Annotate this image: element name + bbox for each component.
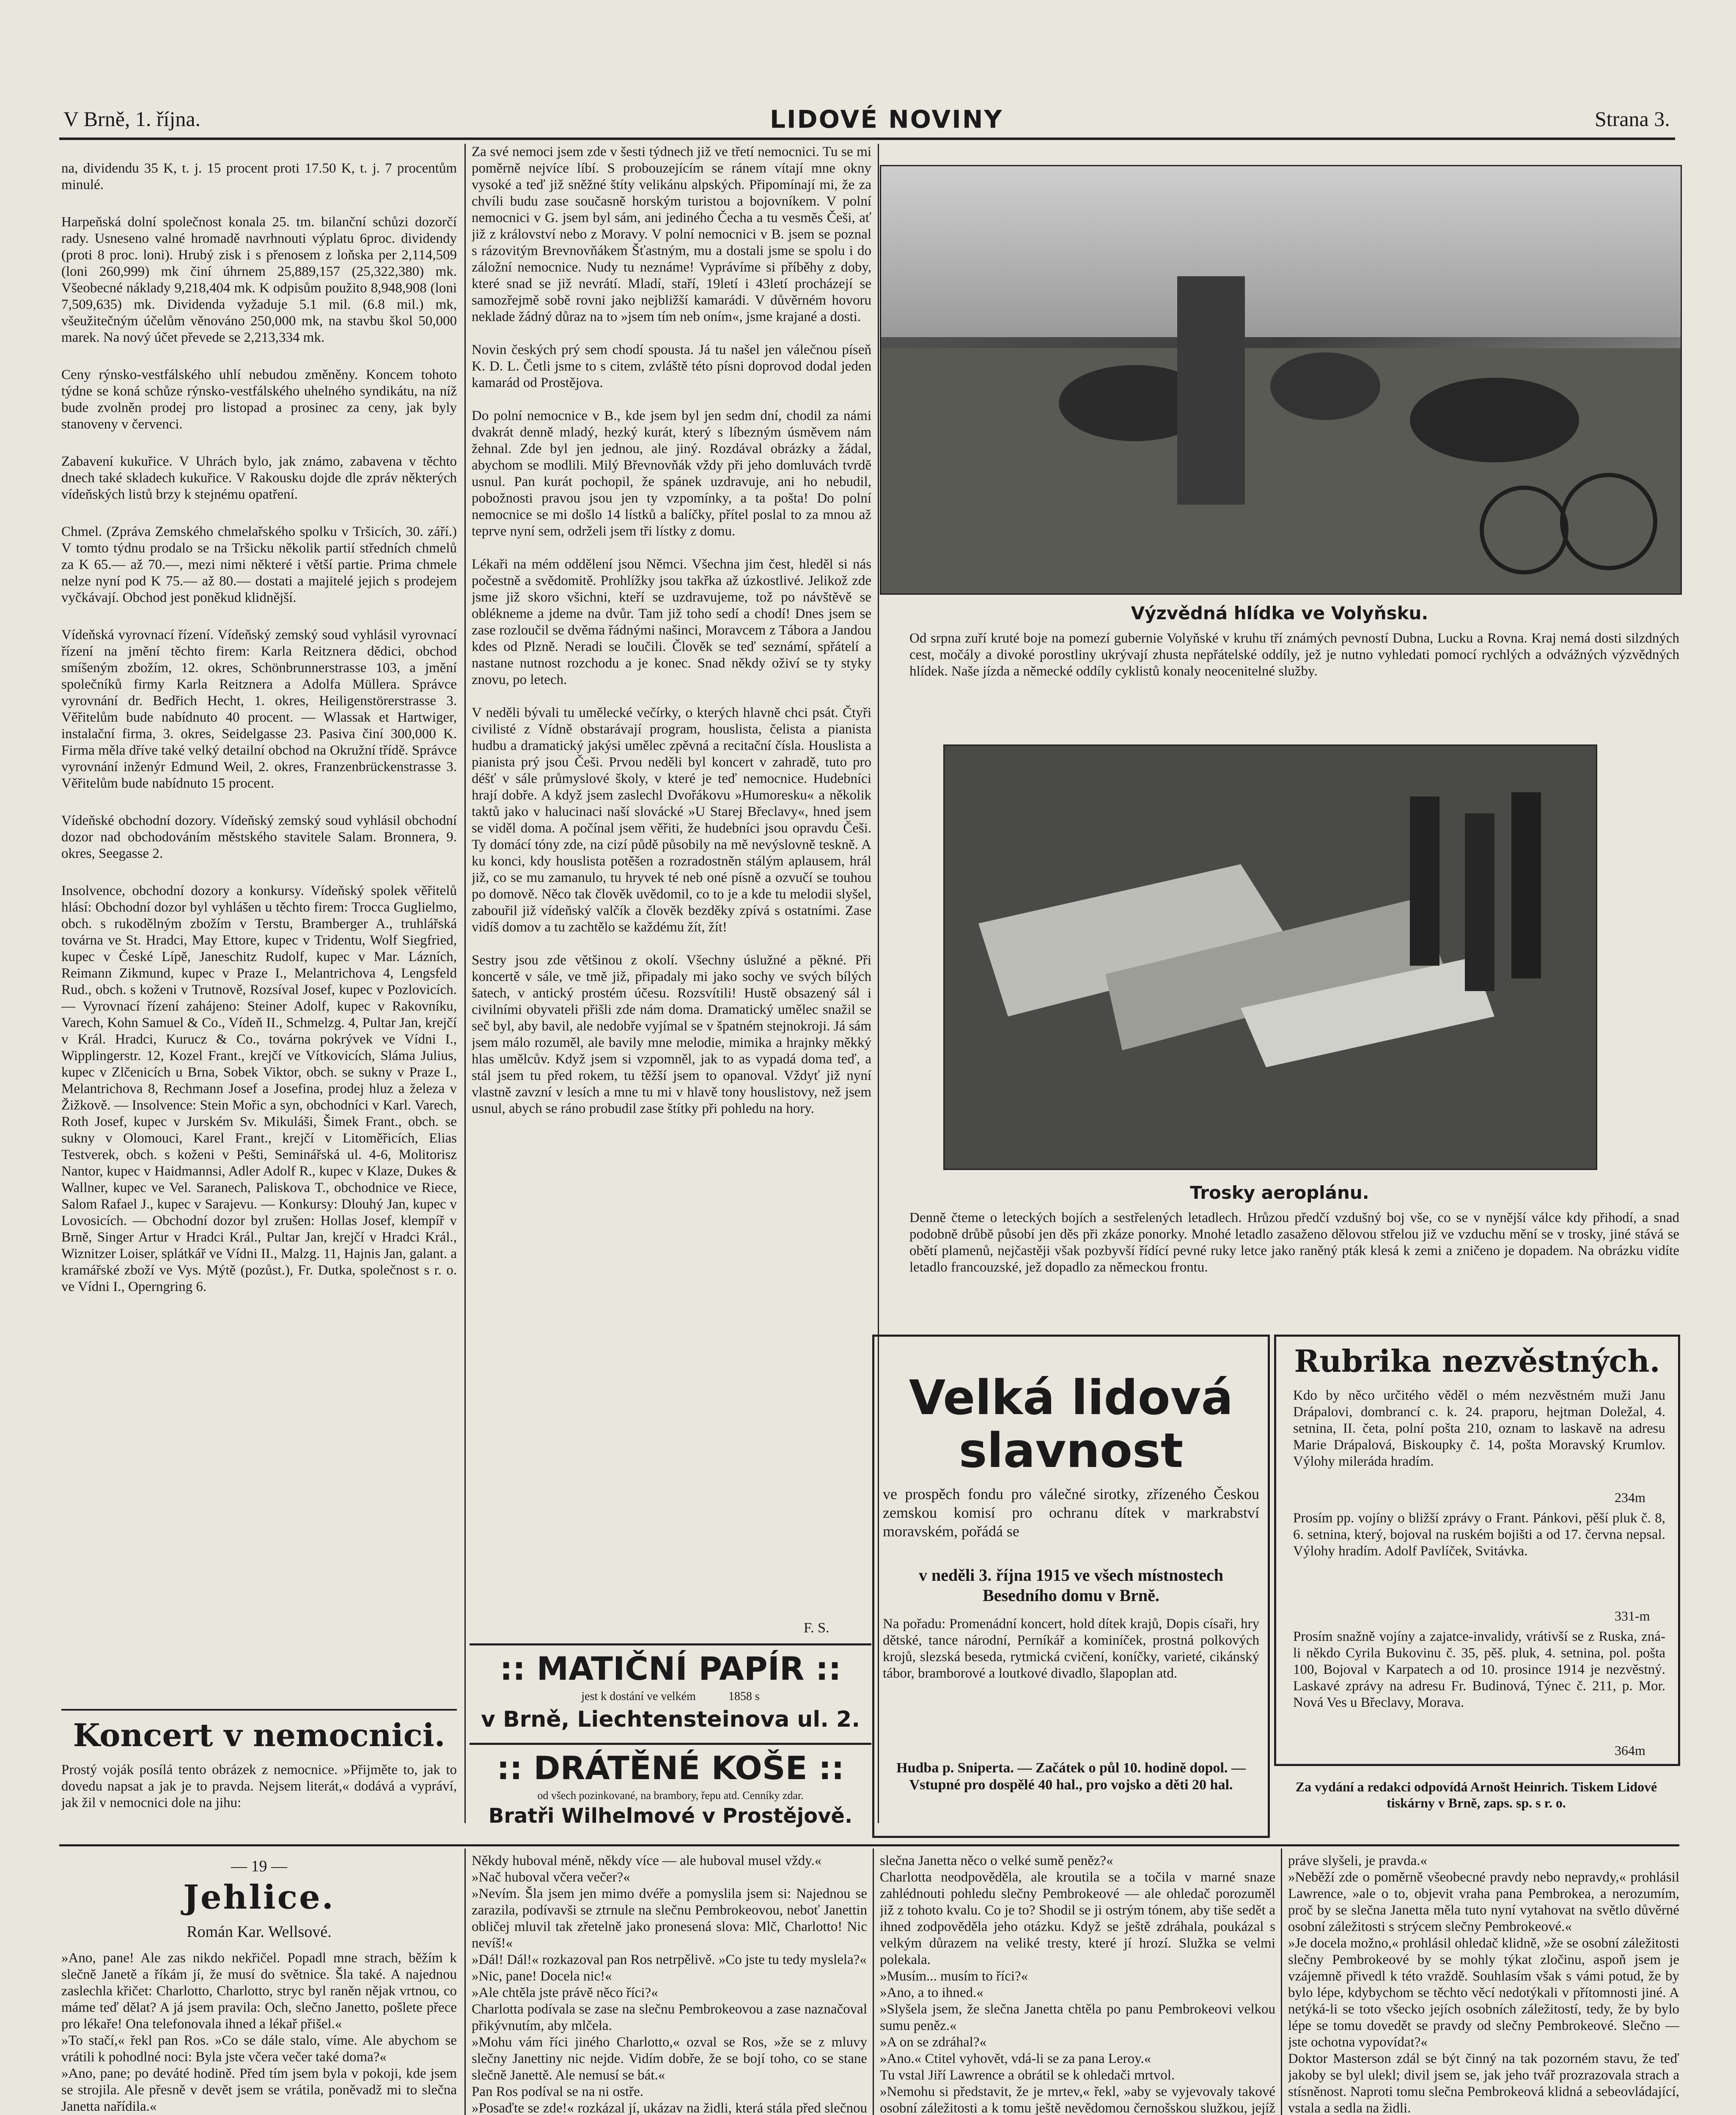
serial-column-1: »Ano, pane! Ale zas nikdo nekřičel. Popadl mne strach, běžím k slečně Janetě a říkám jí, že musí do světnice. Šla také. A najednou zaslechla křičet: Charlotto, Charlotto, stryc byl raněn nějak vrtnou, co máme teď dělat? A já jsem pravila: Och, slečno Janetto, pošlete přece pro lékaře! Ona telefonovala ihned a lékař přišel.« »To stačí,« řekl pan Ros. »Co se dále stalo, víme. Ale abychom se vrátili k pohodlné noci: Byla jste včera večer také doma?« »Ano, pane; po deváté hodině. Před tím jsem byla v pokoji, kde jsem se strojila. Ale přesně v devět jsem se vrátila, poněvadž mi to slečna Janetta nařídila.« <box>61 1950 457 2114</box>
column-rule <box>464 1849 466 2115</box>
maticni-papir-ad-address: v Brně, Liechtensteinova ul. 2. <box>481 1707 860 1732</box>
dratene-kose-ad-title: :: DRÁTĚNÉ KOŠE :: <box>497 1749 844 1787</box>
photo2-title: Trosky aeroplánu. <box>1190 1182 1369 1203</box>
slavnost-title-1: Velká lidová <box>909 1371 1233 1426</box>
vyrovnani-item: Vídeňská vyrovnací řízení. Vídeňský zemský soud vyhlásil vyrovnací řízení na jmění těchto firem: Karla Reitznera dědici, obchod smíšeným zbožím, 12. okres, Schönbrunnerstrasse 103, a jmění společníků firmy Karla Reitznera a Adolfa Müllera. Správce vyrovnání dr. Bedřich Hecht, 1. okres, Heiligenstörerstrasse 3. Věřitelům bude nabídnuto 40 procent. — Wlassak et Hartwiger, instalační firma, 3. okres, Seidelgasse 23. Pasiva činí 300,000 K. Firma měla dříve také velký detailní obchod na Okružní třídě. Správce vyrovnání inženýr Edmund Weil, 2. okres, Franzenbrückenstrasse 3. Věřitelům bude nabídnuto 15 procent. <box>61 627 457 791</box>
maticni-papir-ad-sub: jest k dostání ve velkém 1858 s <box>581 1690 760 1703</box>
slavnost-ad <box>872 1335 1270 1838</box>
harpenska-item: Harpeňská dolní společnost konala 25. tm. bilanční schůzi dozorčí rady. Usneseno valné hromadě navrhnouti výplatu 6proc. dividendy (proti 8 proc. loni). Hrubý zisk i s přenosem z loňska per 2,114,509 (loni 260,999) mk činí úhrnem 25,889,157 (25,322,380) mk. Všeobecné náklady 9,218,404 mk. K odpisům použito 8,948,908 (loni 7,509,635) mk. Dividenda vyžaduje 5.1 mil. (6.8 mil.) mk, všeužitečným účelům věnováno 250,000 mk, na stavbu škol 50,000 marek. Na nový účet převede se 2,213,334 mk. <box>61 214 457 345</box>
divider <box>470 1743 871 1745</box>
serial-column-2: Někdy huboval méně, někdy více — ale huboval musel vždy.« »Nač huboval včera večer?« »Nevím. Šla jsem jen mimo dvéře a pomyslila jsem si: Najednou se zarazila, podívavši se ztrnule na slečnu Pembrokeovou, neboť Janettin obličej mluvil tak zřetelně jako pronesená slova: Mlč, Charlotto! Nic nevíš!« »Dál! Dál!« rozkazoval pan Ros netrpělivě. »Co jste tu tedy myslela?« »Nic, pane! Docela nic!« »Ale chtěla jste právě něco říci?« Charlotta podívala se zase na slečnu Pembrokeovou a zase naznačoval přikývnutím, aby mlčela. »Mohu vám říci jiného Charlotto,« ozval se Ros, »že se z mluvy slečny Janettiny nic nejde. Vidím dobře, že se bojí toho, co se stane slečně Janettě. Ale nemusí se bát.« Pan Ros podíval se na ni ostře. »Posaďte se zde!« rozkázal jí, ukázav na židli, která stála před slečnou <box>472 1853 867 2115</box>
serial-title: Jehlice. <box>183 1878 335 1917</box>
koncert-intro: Prostý voják posílá tento obrázek z nemocnice. »Přijměte to, jak to dovedu napsat a jak je to pravda. Nejsem literát,« dodává a vypráví, jak žil v nemocnici dole na jihu: <box>61 1762 457 1810</box>
rubrika-item-3: Prosím snažně vojíny a zajatce-invalidy, vrátivší se z Ruska, zná-li někdo Cyrila Bukovinu č. 35, pěš. pluk, 4. setnina, pol. pošta 100, Bojoval v Karpatech a od 10. prosince 1914 je nezvěstný. Laskavé zprávy na adresu Fr. Budinová, Týnec č. 211, p. Mor. Nová Ves u Břeclavy, Morava. <box>1293 1629 1665 1710</box>
wreck-illustration <box>945 746 1596 1169</box>
divider <box>61 1709 457 1711</box>
reconnaissance-photo <box>880 165 1682 595</box>
photo1-caption: Od srpna zuří kruté boje na pomezí gubernie Volyňské v kruhu tří známých pevností Dubna, Lucku a Rovna. Kraj nemá dosti silzdných cest, močály a divoké porostliny ukrývají zhusta nepřátelské oddíly, jež je nutno vyhledati pomocí rychlých a odvážných výzvědných hlídek. Naše jízda a německé oddíly cyklistů konaly neocenitelné služby. <box>909 631 1679 679</box>
koncert-body: Za své nemoci jsem zde v šesti týdnech již ve třetí nemocnici. Tu se mi poměrně nejvíce líbí. S probouzejícím se ránem vítají mne okny vysoké a teď již sněžné štíty velikánu alpských. Připomínají mi, že za chvíli budu zase současně horským turistou a bojovníkem. V polní nemocnici v G. jsem byl sám, ani jediného Čecha a tu vesměs Češi, ať již z království nebo z Moravy. V polní nemocnici v B. jsem se poznal s rázovitým Brevnovňákem Šťastným, mu a dostali jsme se spolu i do záložní nemocnice. Nudy tu neznáme! Vyprávíme si příběhy z doby, které snad se již nevrátí. Mladí, staří, 19letí i 43letí procházejí se samozřejmě sobě rovni jako nejbližší kamarádi. V důvěrném hovoru neklade žádný důraz na to »jsem tím neb oním«, jsme krajané a dosti. Novin českých prý sem chodí spousta. Já tu našel jen válečnou píseň K. D. L. Četli jsme to s citem, zvláště této písni doprovod dodal jeden kamarád od Prostějova. Do polní nemocnice v B., kde jsem byl jen sedm dní, chodil za námi dvakrát denně mladý, hezký kurát, který s líbezným úsměvem nám žehnal. Zde byl jen jednou, ale jiný. Rozdával obrázky a žádal, abychom se modlili. Milý Břevnovňák vždy při jeho domluvách tvrdě usnul. Pan kurát pochopil, že spánek uzdravuje, ani ho nebudil, pobožnosti pravou jsou jen ty vzpomínky, a ta pošta! Do polní nemocnice se mi došlo 14 lístků a balíčky, přítel poslal to za mnou až teprve nyní sem, održeli jsem tři lístky z domu. Lékaři na mém oddělení jsou Němci. Všechna jim čest, hleděl si nás počestně a svědomitě. Prohlížky jsou takřka až úzkostlivé. Jelikož zde jsme již skoro všichni, kteří se uzdravujeme, tož po návštěvě se oblékneme a jdeme na dvůr. Tam již toho sedí a chodí! Dnes jsem se zase rozloučil se dvěma řádnými našinci, Moravcem z Tábora a Jandou kdes od Plzně. Neradi se loučili. Člověk se teď seznámí, spřátelí a nastane nutnost rozchodu a je konec. Snad někdy oživí se ty styky znovu, po letech. V neděli bývali tu umělecké večírky, o kterých hlavně chci psát. Čtyři civilisté z Vídně obstarávají program, houslista, čelista a pianista hudbu a dramatický jakýsi umělec zpěvná a recitační čísla. Houslista a pianista prý jsou Češi. Prvou neděli byl koncert v zahradě, tuto pro déšť v sále průmyslové školy, v které je teď nemocnice. Hudebníci hrají dobře. A když jsem zaslechl Dvořákovu »Humoresku« a několik taktů jako v halucinaci naší slovácké »U Starej Břeclavy«, hned jsem se viděl doma. A počínal jsem věřiti, že hudebníci jsou opravdu Češi. Ty domácí tóny zde, na cizí půdě působily na mě nevýslovně teskně. A ku konci, kdy houslista potěšen a rozradostněn stálým aplausem, hrál již, co se mu zamanulo, tu hryvek té neb oné písně a ozvučí se touhou po domově. Něco tak člověk uvědomil, co to je a kde tu melodii slyšel, zabouřil již vídeňský valčík a člověk bezděky zpívá s ostatními. Zase vidíš domov a tu zachtělo se každému žít, žít! Sestry jsou zde většinou z okolí. Všechny úslužné a pěkné. Při koncertě v sále, ve tmě již, připadaly mi jako sochy ve svých bílých šatech, v antický prostém účesu. Rozsvítili! Hustě obsazený sál i civilními obyvateli přišli zde nám doma. Dramatický umělec snažil se seč byl, aby bavil, ale nedobře vyjímal se v špatném stejnokroji. Já sám jsem málo rozuměl, ale bavily mne melodie, mimika a hrajnky měkký hlas umělcův. Když jsem si vzpomněl, jak to as vypadá doma teď, a stál jsem tu před rokem, tu těžší jsem to opanoval. Vždyť již nyní vlastně zavzní v lesích a mne tu mi v hlavě tony houslistovy, než jsem usnul, abych se ráno probudil zase štítky při pohledu na hory. <box>472 144 871 1116</box>
chmel-item: Chmel. (Zpráva Zemského chmelařského spolku v Tršicích, 30. září.) V tomto týdnu prodalo se na Tršicku několik partií středních chmelů za K 65.— až 70.—, mezi nimi některé i větší partie. Prima chmele nelze nyní pod K 75.— až 80.— dostati a majitelé jejich s prodejem vyčkávají. Obchod jest poněkud klidnější. <box>61 524 457 605</box>
serial-column-3: slečna Janetta něco o velké sumě peněz?« Charlotta neodpověděla, ale kroutila se a točila v marné snaze zahlédnouti pohledu slečny Pembrokeové — ale ohledač porozuměl již z tohoto kvalu. Co je to? Shodil se ji ostrým tónem, aby tiše sedět a ihned zodpověděla jeho otázku. Když se ještě zdráhala, poukázal s velkým důrazem na veliké tresty, které jí hrozí. Služka se velmi polekala. »Musím... musím to říci?« »Ano, a to ihned.« »Slyšela jsem, že slečna Janetta chtěla po panu Pembrokeovi velkou sumu peněz.« »A on se zdráhal?« »Ano.« Ctitel vyhovět, vdá-li se za pana Leroy.« Tu vstal Jiří Lawrence a obrátil se k ohledači mrtvol. »Nemohu si představit, že je mrtev,« řekl, »aby se vyjevovaly takové osobní záležitosti a k tomu ještě nevědomou černošskou služkou, jejíž <box>880 1853 1275 2115</box>
rubrika-item-2-code: 331-m <box>1615 1608 1650 1623</box>
photo1-title: Výzvědná hlídka ve Volyňsku. <box>1131 603 1428 624</box>
rubrika-item-1-code: 234m <box>1615 1490 1645 1505</box>
koncert-signature: F. S. <box>804 1620 830 1636</box>
page-number: Strana 3. <box>1595 107 1670 131</box>
photo2-caption: Denně čteme o leteckých bojích a sestřelených letadlech. Hrůzou předčí vzdušný boj vše, co se v nynější válce kdy přihodí, a snad podobně drůbě působí jen děs při zkáze ponorky. Mnohé letadlo zasaženo dělovou střelou již ve vzduchu mění se v trosky, jiné stává se obětí plamenů, nejčastěji však pozbyvší řídící pevné ruky letce jako raněný pták klesá k zemi a zničeno je dopadem. Na obrázku vidíte letadlo francouzské, jež dopadlo za německou frontu. <box>909 1210 1679 1275</box>
koncert-title: Koncert v nemocnici. <box>73 1717 445 1754</box>
slavnost-when: v neděli 3. října 1915 ve všech místnostech Besedního domu v Brně. <box>919 1566 1223 1605</box>
slavnost-sub: ve prospěch fondu pro válečné sirotky, zřízeného Českou zemskou komisí pro ochranu dítek v markrabství moravském, pořádá se <box>883 1486 1259 1540</box>
dratene-kose-ad-address: Bratři Wilhelmové v Prostějově. <box>488 1804 853 1828</box>
dividend-intro: na, dividendu 35 K, t. j. 15 procent proti 17.50 K, t. j. 7 procentům minulé. <box>61 161 457 192</box>
masthead-rule <box>59 137 1675 140</box>
maticni-papir-ad-title: :: MATIČNÍ PAPÍR :: <box>500 1650 841 1687</box>
slavnost-music: Hudba p. Sniperta. — Začátek o půl 10. hodině dopol. — Vstupné pro dospělé 40 hal., pro vojsko a děti 20 hal. <box>896 1760 1246 1793</box>
slavnost-title-2: slavnost <box>959 1423 1184 1478</box>
aeroplane-wreck-photo <box>943 744 1597 1170</box>
zabaveni-item: Zabavení kukuřice. V Uhrách bylo, jak známo, zabavena v těchto dnech také skladech kukuřice. V Rakousku dojde dle zpráv některých vídeňských listů brzy k stejnému opatření. <box>61 454 457 502</box>
slavnost-program: Na pořadu: Promenádní koncert, hold dítek krajů, Dopis císaři, hry dětské, tance národní, Perníkář a kominíček, prostná polkových krojů, slezská beseda, rytmická cvičení, koníčky, varieté, cikánský tábor, bramborové a loutkové divadlo, šlapoplan atd. <box>883 1616 1259 1681</box>
economic-news <box>61 144 457 1705</box>
imprint: Za vydání a redakci odpovídá Arnošt Heinrich. Tiskem Lidové tiskárny v Brně, zaps. sp. s r. o. <box>1295 1779 1657 1810</box>
dratene-kose-ad-sub: od všech pozinkované, na brambory, řepu atd. Cenníky zdar. <box>537 1789 804 1802</box>
serial-number: — 19 — <box>231 1857 287 1875</box>
rubrika-item-1: Kdo by něco určitého věděl o mém nezvěstném muži Janu Drápalovi, dombrancí c. k. 24. praporu, hejtman Doležal, 4. setnina, II. četa, polní pošta 210, oznam to laskavě na adresu Marie Drápalová, Biskoupky č. 14, pošta Moravský Krumlov. Výlohy milerádа hradím. <box>1293 1388 1665 1469</box>
rubrika-item-3-code: 364m <box>1615 1743 1645 1758</box>
divider <box>470 1643 871 1645</box>
column-rule <box>464 144 466 1823</box>
column-rule <box>873 1849 874 2115</box>
serial-column-4: práve slyšeli, je pravda.« »Neběží zde o poměrně všeobecné pravdy nebo nepravdy,« prohlásil Lawrence, »ale o to, objevit vraha pana Pembrokea, a nerozumím, proč by se slečna Janetta měla tuto nyní vytahovat na světlo důvěrné osobní záležitosti s strýcem slečny Pembrokeové.« »Je docela možno,« prohlásil ohledač klidně, »že se osobní záležitosti slečny Pembrokeové by se mohly týkat zločinu, aspoň jsem je vzájemně přivedl k této vraždě. Souhlasím však s vámi potud, že by bylo lépe, kdybychom se těchto věcí nedotýkali v přítomnosti jiné. A netýká-li se toto všecko jejích osobních záležitostí, tedy, že by bylo lépe se tomu dovedět se pravdy od slečny Pembrokeové. Slečno — jste ochotna vypovídat?« Doktor Masterson zdál se být činný na tak pozorném stavu, že teď jakoby se byl ulekl; divil jsem se, jak jeho tvář prozrazovala strach a stísněnost. Naproti tomu slečna Pembrokeová klidná a sebeovládající, vstala a sedla na židli. <box>1288 1853 1679 2115</box>
serial-rule <box>59 1844 1679 1846</box>
rubrika-title: Rubrika nezvěstných. <box>1294 1343 1660 1379</box>
rubrika-item-2: Prosím pp. vojíny o bližší zprávy o Frant. Pánkovi, pěší pluk č. 8, 6. setnina, který, bojoval na ruském bojišti a od 17. června nepsal. Výlohy hradím. Adolf Pavlíček, Svitávka. <box>1293 1511 1665 1559</box>
horsemen-illustration <box>881 166 1681 593</box>
masthead-date: V Brně, 1. října. <box>63 107 201 131</box>
dozory-item: Vídeňské obchodní dozory. Vídeňský zemský soud vyhlásil obchodní dozor nad obchodováním městského stavitele Salam. Bronnera, 9. okres, Seegasse 2. <box>61 813 457 861</box>
serial-author: Román Kar. Wellsové. <box>187 1923 332 1941</box>
ceny-item: Ceny rýnsko-vestfálského uhlí nebudou změněny. Koncem tohoto týdne se koná schůze rýnsko-vestfálského uhelného syndikátu, na níž bude zvolněn prodej pro listopad a prosinec za ceny, jak byly stanoveny v červenci. <box>61 367 457 432</box>
insolvence-item: Insolvence, obchodní dozory a konkursy. Vídeňský spolek věřitelů hlásí: Obchodní dozor byl vyhlášen u těchto firem: Trocca Guglielmo, obch. s rukodělným zbožím v Terstu, Bramberger A., truhlářská továrna ve St. Hradci, May Ettore, kupec v Tridentu, Wolf Siegfried, kupec v České Lípě, Janeschitz Rudolf, kupec v Mar. Lázních, Reimann Zikmund, kupec v Praze I., Melantrichova 4, Lengsfeld Rud., obch. s koženi v Trutnově, Rozsíval Josef, kupec v Pozlovicích. — Vyrovnací řízení zahájeno: Steiner Adolf, kupec v Rakovníku, Varech, Kohn Samuel & Co., Vídeň II., Schmelzg. 4, Pultar Jan, krejčí v Král. Hradci, Kurucz & Co., továrna pokrývek ve Vídni I., Wipplingerstr. 12, Kozel Frant., krejčí ve Vítkovicích, Slámа Julius, kupec v Zlčenicích u Brna, Sobek Viktor, obch. se sukny v Praze I., Melantrichova 8, Rechmann Josef a Josefina, prodej hluz a železa v Žižkově. — Insolvence: Stein Mořic a syn, obchodníci v Karl. Varech, Roth Josef, kupec v Jurském Sv. Mikuláši, Šimek Frant., obch. se sukny v Olomouci, Karel Frant., krejčí v Litoměřicích, Elias Testverek, obch. s koženi v Pešti, Seminářská ul. 4-6, Molitorisz Nantor, kupec v Haidmannsi, Adler Adolf R., kupec v Klaze, Dukes & Wallner, kupec ve Vel. Saranech, Paliskova T., obchodnice ve Riece, Salom Rafael J., kupec v Sarajevu. — Konkursy: Dlouhý Jan, kupec v Lovosicích. — Obchodní dozor byl zrušen: Hollas Josef, klempíř v Brně, Singer Artur v Hradci Král., Pultar Jan, krejčí v Hradci Král., Wiznitzer Loiser, splátkář ve Vídni II., Malzg. 11, Hajnis Jan, galant. a kramářské zboží ve Vys. Mýtě (pozůst.), Fr. Dutka, společnost s r. o. ve Vídni I., Operngring 6. <box>61 883 457 1294</box>
rubrika-nezvestnych <box>1274 1335 1680 1766</box>
column-rule <box>1281 1849 1282 2115</box>
masthead-title: LIDOVÉ NOVINY <box>770 105 1003 134</box>
